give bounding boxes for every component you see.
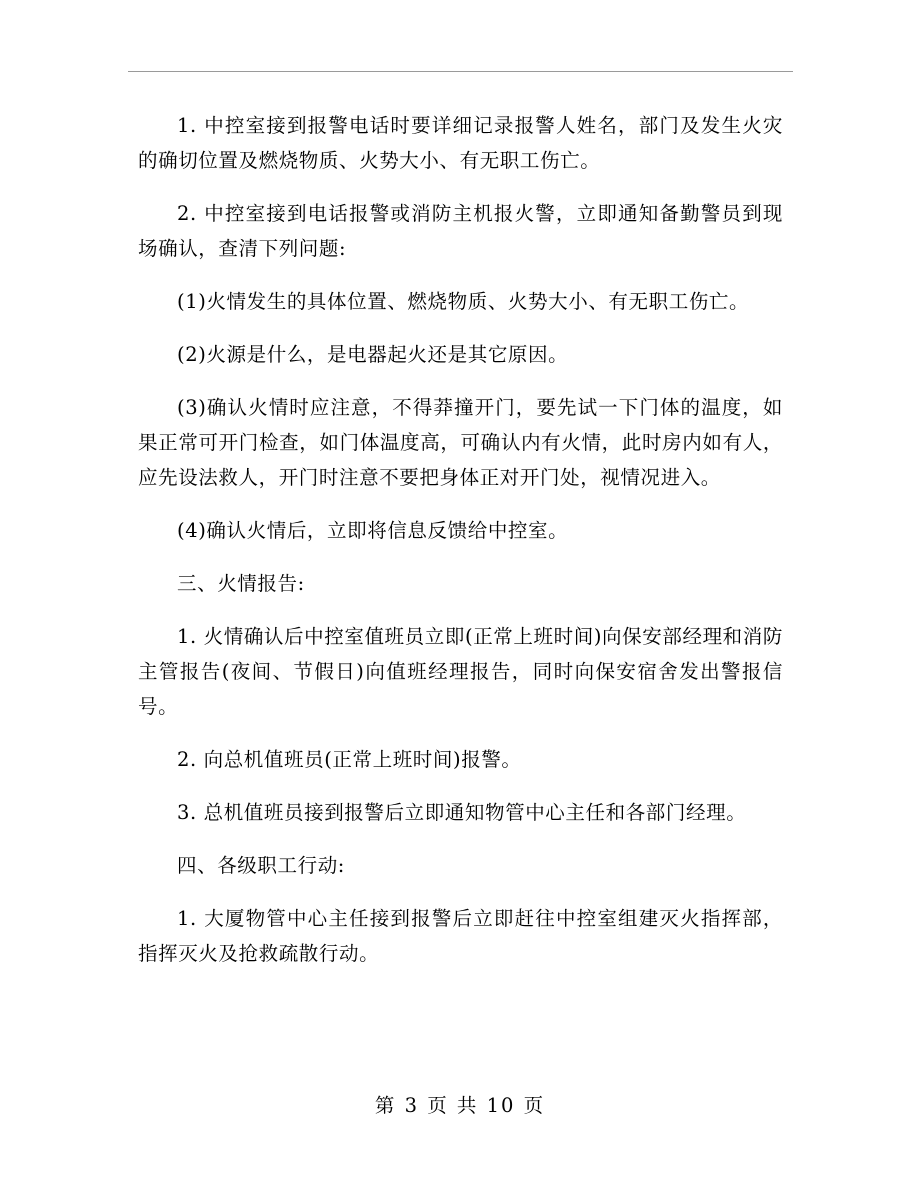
paragraph-report-record: 1. 中控室接到报警电话时要详细记录报警人姓名，部门及发生火灾的确切位置及燃烧物质、火势大小、有无职工伤亡。 xyxy=(138,114,783,172)
paragraph-report-step-1: 1. 火情确认后中控室值班员立即(正常上班时间)向保安部经理和消防主管报告(夜间、节假日)向值班经理报告，同时向保安宿舍发出警报信号。 xyxy=(138,625,783,718)
section-heading-staff-actions: 四、各级职工行动: xyxy=(177,854,345,877)
paragraph-item-4: (4)确认火情后，立即将信息反馈给中控室。 xyxy=(177,519,569,542)
section-heading-fire-report: 三、火情报告: xyxy=(177,572,305,595)
paragraph-item-2: (2)火源是什么，是电器起火还是其它原因。 xyxy=(177,343,569,366)
paragraph-report-step-2: 2. 向总机值班员(正常上班时间)报警。 xyxy=(177,748,522,771)
paragraph-action-step-1: 1. 大厦物管中心主任接到报警后立即赶往中控室组建灭火指挥部，指挥灭火及抢救疏散行动。 xyxy=(138,907,783,965)
paragraph-item-1: (1)火情发生的具体位置、燃烧物质、火势大小、有无职工伤亡。 xyxy=(177,290,750,313)
paragraph-confirm-scene: 2. 中控室接到电话报警或消防主机报火警，立即通知备勤警员到现场确认，查清下列问题: xyxy=(138,202,783,260)
page-number: 第 3 页 共 10 页 xyxy=(374,1094,546,1117)
paragraph-report-step-3: 3. 总机值班员接到报警后立即通知物管中心主任和各部门经理。 xyxy=(177,801,747,824)
header-rule xyxy=(128,71,793,72)
paragraph-item-3: (3)确认火情时应注意，不得莽撞开门，要先试一下门体的温度，如果正常可开门检查，如门体温度高，可确认内有火情，此时房内如有人，应先设法救人，开门时注意不要把身体正对开门处，视情况进入。 xyxy=(138,396,783,489)
document-body xyxy=(138,108,783,989)
